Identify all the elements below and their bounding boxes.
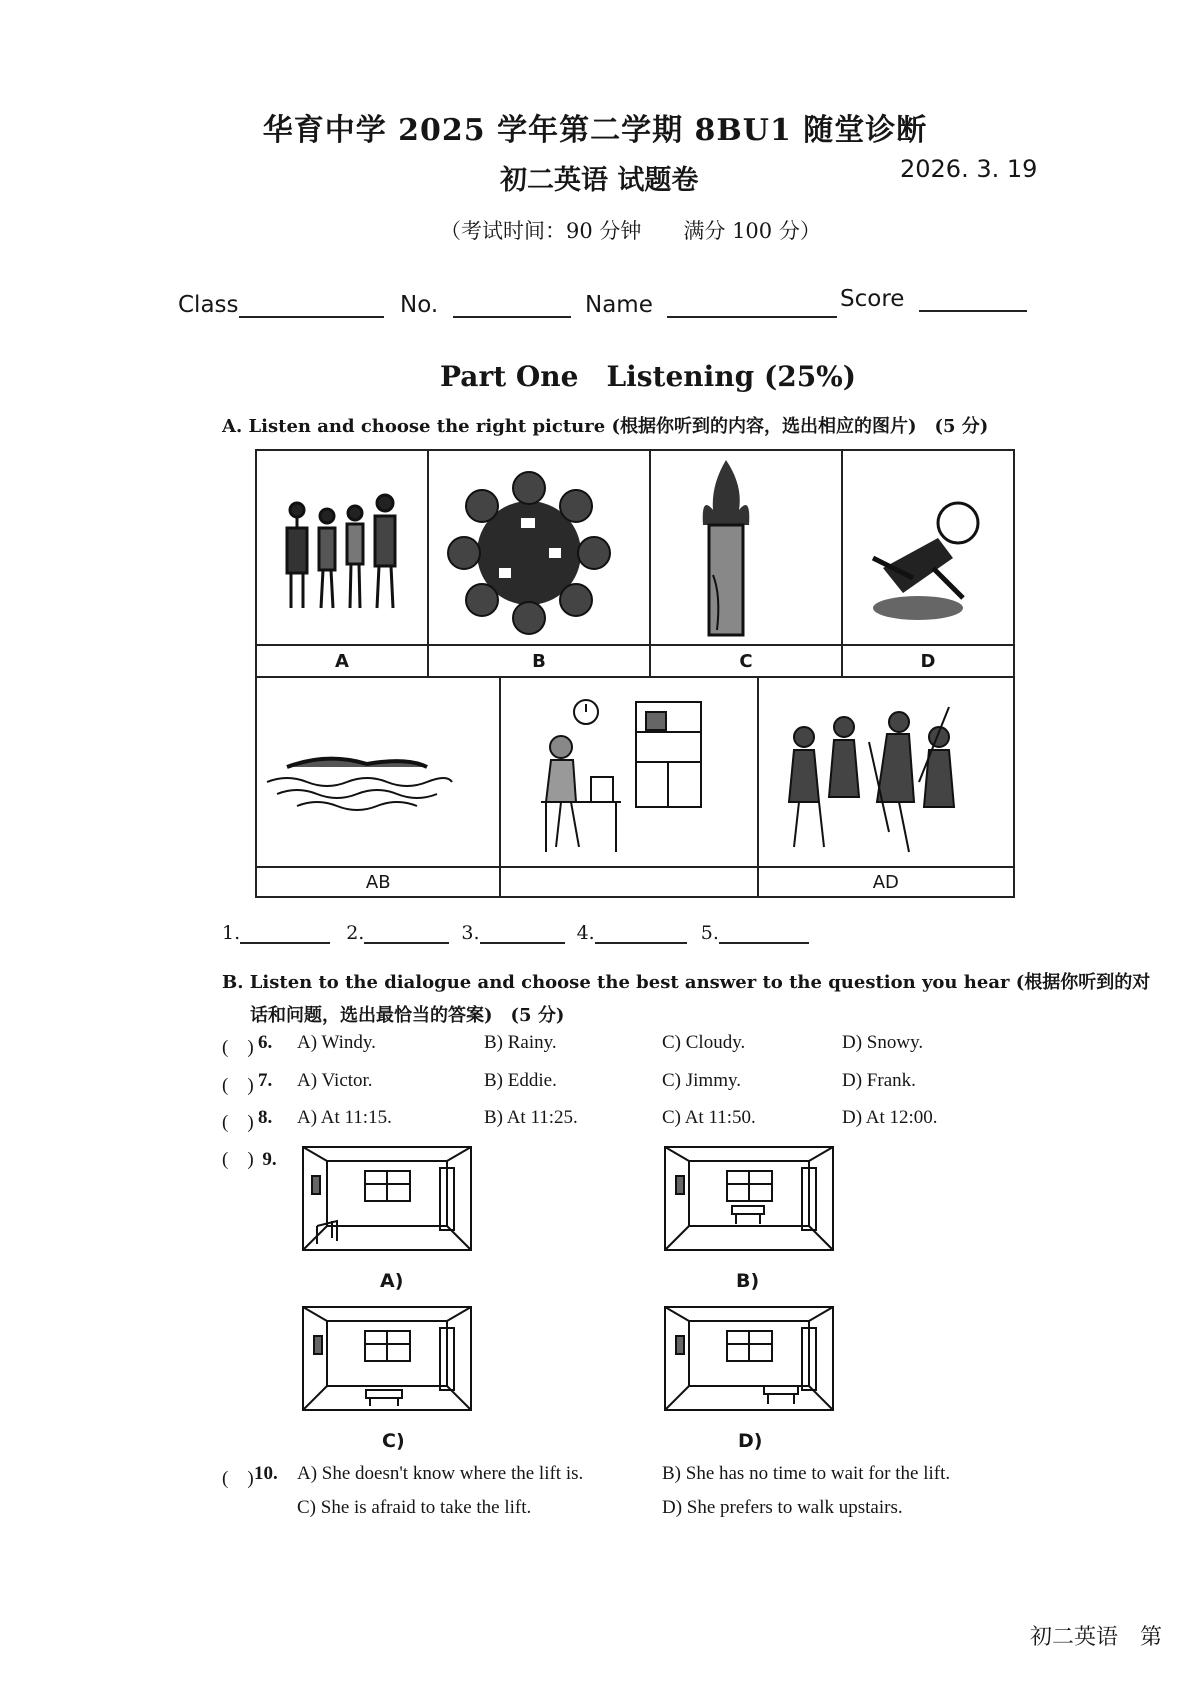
page-footer: 初二英语 第 bbox=[1030, 1625, 1163, 1650]
q10-option-a: A) She doesn't know where the lift is. bbox=[297, 1463, 584, 1484]
exam-title: 华育中学 2025 学年第二学期 8BU1 随堂诊断 bbox=[262, 113, 928, 148]
picture-grid-row2 bbox=[255, 676, 1015, 898]
picture-label-office bbox=[500, 867, 757, 897]
room-table-under-window-picture bbox=[664, 1146, 834, 1251]
answer-paren-8[interactable]: ( ) bbox=[222, 1112, 254, 1133]
question-number-10: 10. bbox=[254, 1463, 278, 1484]
picture-cell-c bbox=[650, 450, 842, 645]
question-number-8: 8. bbox=[258, 1107, 273, 1128]
q10-option-c: C) She is afraid to take the lift. bbox=[297, 1497, 532, 1518]
blank-4-label: 4. bbox=[576, 922, 595, 944]
room-picture-c bbox=[302, 1306, 472, 1411]
blank-4[interactable] bbox=[595, 924, 687, 944]
room-label-b: B) bbox=[736, 1270, 760, 1292]
room-picture-d bbox=[664, 1306, 834, 1411]
question-9 bbox=[222, 1144, 277, 1171]
room-picture-a bbox=[302, 1146, 472, 1251]
q7-option-a: A) Victor. bbox=[297, 1070, 373, 1091]
score-field bbox=[840, 286, 1027, 312]
q6-option-d: D) Snowy. bbox=[842, 1032, 924, 1053]
student-fields bbox=[0, 286, 1190, 322]
name-blank[interactable] bbox=[667, 294, 837, 318]
q7-option-b: B) Eddie. bbox=[484, 1070, 557, 1091]
blank-5[interactable] bbox=[719, 924, 809, 944]
exam-subtitle: 初二英语 试题卷 bbox=[500, 165, 699, 196]
blank-1[interactable] bbox=[240, 924, 330, 944]
question-7 bbox=[222, 1070, 982, 1096]
picture-label-b: B bbox=[428, 645, 650, 677]
q10-option-d: D) She prefers to walk upstairs. bbox=[662, 1497, 903, 1518]
man-at-desk-picture bbox=[501, 682, 711, 862]
q8-option-b: B) At 11:25. bbox=[484, 1107, 578, 1128]
room-label-d: D) bbox=[738, 1430, 763, 1452]
swimming-picture bbox=[257, 712, 457, 832]
picture-cell-d bbox=[842, 450, 1014, 645]
answer-paren-10[interactable]: ( ) bbox=[222, 1468, 254, 1489]
section-b-instruction-line1: B. Listen to the dialogue and choose the best answer to the question you hear (根据你听到的对 bbox=[222, 972, 1151, 993]
room-picture-b bbox=[664, 1146, 834, 1251]
picture-cell-b bbox=[428, 450, 650, 645]
picture-grid-row1 bbox=[255, 449, 1015, 678]
picture-label-d: D bbox=[842, 645, 1014, 677]
room-chair-left-picture bbox=[302, 1146, 472, 1251]
person-falling-picture bbox=[843, 458, 1003, 638]
q6-option-b: B) Rainy. bbox=[484, 1032, 557, 1053]
q7-option-c: C) Jimmy. bbox=[662, 1070, 741, 1091]
exam-info: （考试时间：90 分钟 满分 100 分） bbox=[440, 219, 821, 243]
name-field bbox=[585, 292, 837, 318]
answer-paren-7[interactable]: ( ) bbox=[222, 1075, 254, 1096]
blank-2[interactable] bbox=[364, 924, 449, 944]
score-label: Score bbox=[840, 286, 905, 312]
musicians-playing-picture bbox=[759, 682, 969, 862]
picture-cell-orchestra bbox=[758, 677, 1014, 867]
answer-paren-9[interactable]: ( ) bbox=[222, 1149, 254, 1170]
picture-cell-a bbox=[256, 450, 428, 645]
picture-cell-swimming bbox=[256, 677, 500, 867]
q7-option-d: D) Frank. bbox=[842, 1070, 916, 1091]
part-heading bbox=[440, 360, 856, 393]
score-blank[interactable] bbox=[919, 288, 1027, 312]
picture-label-c: C bbox=[650, 645, 842, 677]
question-6 bbox=[222, 1032, 982, 1058]
blank-3[interactable] bbox=[480, 924, 565, 944]
burning-candle-picture bbox=[651, 455, 801, 640]
question-10 bbox=[222, 1463, 982, 1489]
room-label-a: A) bbox=[380, 1270, 404, 1292]
class-blank[interactable] bbox=[239, 294, 384, 318]
picture-label-swimming: AB bbox=[256, 867, 500, 897]
question-number-6: 6. bbox=[258, 1032, 273, 1053]
part-title: Listening (25%) bbox=[606, 360, 857, 393]
exam-date: 2026. 3. 19 bbox=[900, 155, 1038, 183]
room-chair-right-picture bbox=[664, 1306, 834, 1411]
q8-option-c: C) At 11:50. bbox=[662, 1107, 756, 1128]
name-label: Name bbox=[585, 292, 653, 318]
question-number-7: 7. bbox=[258, 1070, 273, 1091]
question-number-9: 9. bbox=[262, 1149, 277, 1170]
picture-cell-office bbox=[500, 677, 757, 867]
section-a-instruction: A. Listen and choose the right picture (根据你听到的内容，选出相应的图片) (5 分) bbox=[222, 416, 989, 437]
no-label: No. bbox=[400, 292, 439, 318]
answer-blanks bbox=[222, 922, 809, 944]
class-field bbox=[178, 292, 384, 318]
q8-option-d: D) At 12:00. bbox=[842, 1107, 938, 1128]
part-number: Part One bbox=[440, 360, 579, 393]
section-b-instruction-line2: 话和问题，选出最恰当的答案) (5 分) bbox=[250, 1005, 565, 1026]
q8-option-a: A) At 11:15. bbox=[297, 1107, 392, 1128]
answer-paren-6[interactable]: ( ) bbox=[222, 1037, 254, 1058]
blank-5-label: 5. bbox=[700, 922, 719, 944]
round-table-meeting-picture bbox=[429, 458, 629, 638]
no-blank[interactable] bbox=[453, 294, 571, 318]
blank-3-label: 3. bbox=[461, 922, 480, 944]
question-8 bbox=[222, 1107, 982, 1133]
picture-label-orchestra: AD bbox=[758, 867, 1014, 897]
blank-1-label: 1. bbox=[222, 922, 241, 944]
q10-option-b: B) She has no time to wait for the lift. bbox=[662, 1463, 951, 1484]
blank-2-label: 2. bbox=[346, 922, 365, 944]
question-10-row2 bbox=[222, 1497, 982, 1523]
people-standing-picture bbox=[257, 458, 417, 638]
picture-label-a: A bbox=[256, 645, 428, 677]
room-table-center-picture bbox=[302, 1306, 472, 1411]
class-label: Class bbox=[178, 292, 239, 318]
room-label-c: C) bbox=[382, 1430, 405, 1452]
q6-option-a: A) Windy. bbox=[297, 1032, 376, 1053]
q6-option-c: C) Cloudy. bbox=[662, 1032, 746, 1053]
no-field bbox=[400, 292, 571, 318]
